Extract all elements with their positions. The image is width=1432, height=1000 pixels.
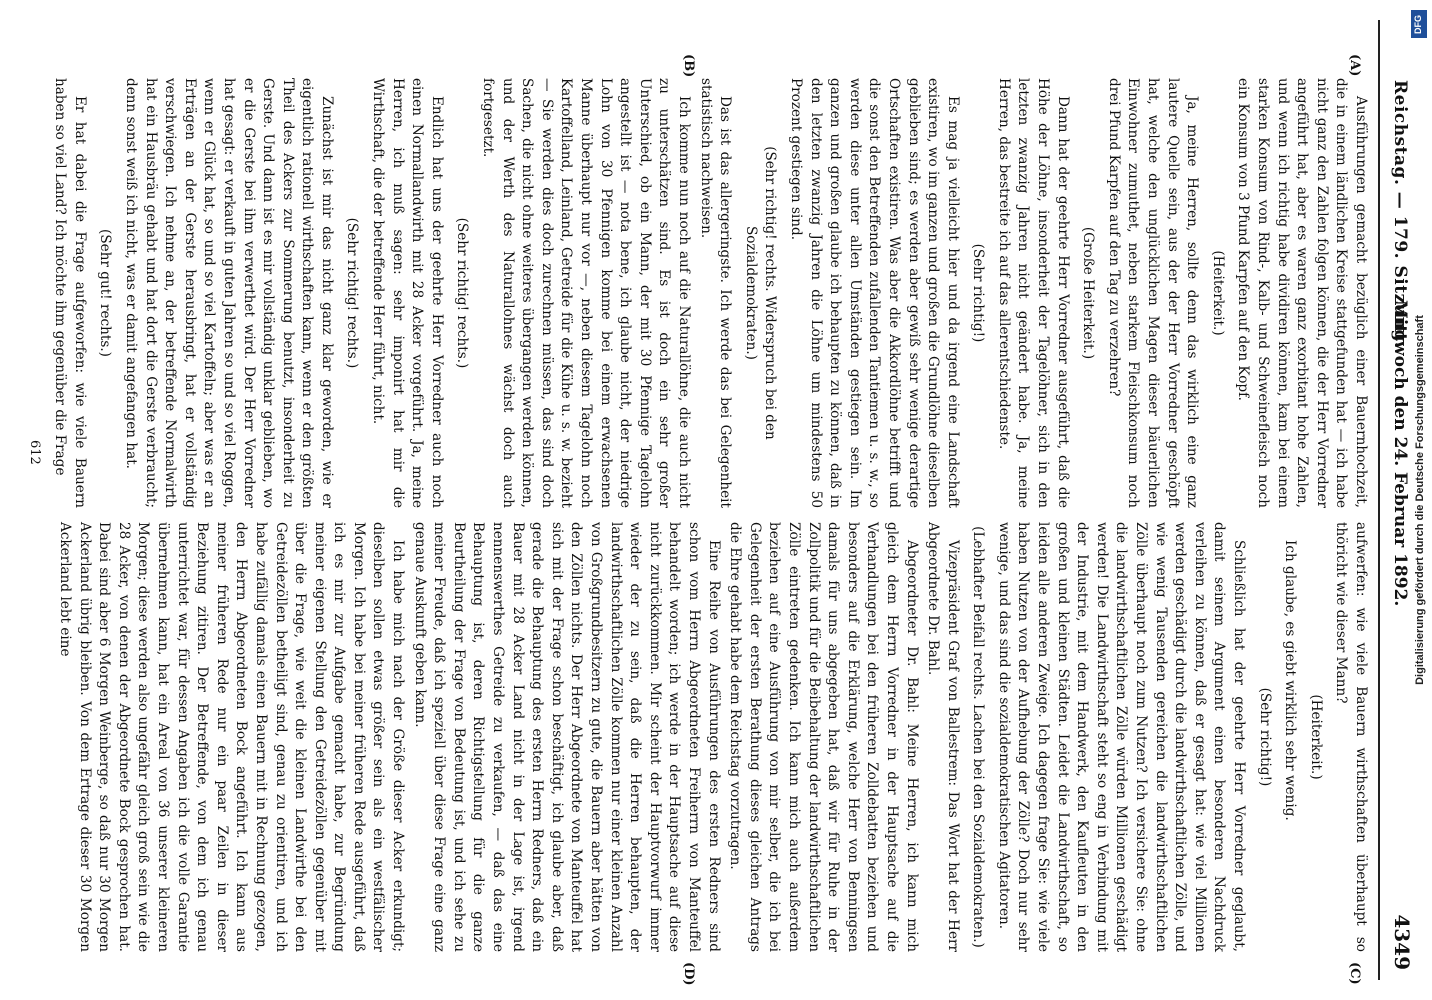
digitization-strip [1384,0,1432,1000]
left-stage-direction: (Sehr richtig! rechts.) [344,217,361,369]
page-number: 4349 [1390,914,1414,970]
right-paragraph: Schließlich hat der geehrte Herr Vorredner geglaubt, damit seinem Argument einen besonderen Nachdruck verleihen zu können, daß er gesagt hat: wie viel Millionen werden geschädigt durch die landwirthschaftlichen Zölle, und wie wenig Tausenden gereichen die landwirthschaftlichen Zölle überhaupt noch zum Nutzen? Ich versichere Sie: ohne die landwirthschaftlichen Zölle würden Millionen geschädigt werden! Die Landwirthschaft steht so eng in Verbindung mit der Industrie, mit dem Handwerk, den Kaufleuten in den großen und kleinen Städten. Leidet die Landwirthschaft, so leiden alle anderen Zweige. Ich dagegen frage Sie: wie viele haben Nutzen von der Aufhebung der Zölle? Doch nur sehr wenige, und das sind die sozialdemokratischen Agitatoren. [995,522,1248,952]
left-paragraph: Ausführungen gemacht bezüglich einer Bauernhochzeit, die in einem ländlichen Kreise stattgefunden hat — ich habe nicht ganz den Zahlen folgen können, die der Herr Vorredner angeführt hat, aber es waren ganz exorbitant hohe Zahlen, und wenn ich richtig habe dividiren können, kam bei einem starken Konsum von Rind-, Kalb- und Schweinefleisch noch ein Konsum von 3 Pfund Karpfen auf den Kopf. [1235,78,1369,508]
left-paragraph: Zunächst ist mir das nicht ganz klar geworden, wie er eigentlich rationell wirthschaften kann, wenn er den größten Theil des Ackers zur Sommerung benutzt, insonderheit zu Gerste. Und dann ist es mir vollständig unklar geblieben, wo er die Gerste bei ihm verwerthet wird. Der Herr Vorredner hat gesagt: er verkauft in guten Jahren so und so viel Roggen, wenn er Glück hat, so und so viel Kartoffeln; aber was er an Erträgen an der Gerste herausbringt, hat er vollständig verschwiegen. Ich nehme an, der betreffende Normalwirth hat ein Hausbräu gehabt und hat dort die Gerste verbraucht; denn sonst weiß ich nicht, was er damit angefangen hat. [122,78,335,508]
right-paragraph: Eine Reihe von Ausführungen des ersten Redners sind schon vom Herrn Abgeordneten Freiherrn von Manteuffel behandelt worden; ich werde in der Hauptsache auf diese nicht zurückkommen. Mir scheint der Hauptvorwurf immer wieder der zu sein, daß die Herren behaupten, der landwirthschaftlichen Zölle kommen nur einer kleinen Anzahl von Großgrundbesitzern zu gute, die Bauern aber hätten von den Zöllen nichts. Der Herr Abgeordnete von Manteuffel hat sich mit der Frage schon beschäftigt, ich glaube aber, daß gerade die Behauptung des ersten Herrn Redners, daß ein Bauer mit 28 Acker Land nicht in der Lage ist, irgend nennenswerthes Getreide zu verkaufen, — daß das eine Behauptung ist, deren Richtigstellung für die ganze Beurtheilung der Frage von Bedeutung ist, und ich sehe zu meiner Freude, daß ich speziell über diese Frage eine ganz genaue Auskunft geben kann. [411,522,722,952]
left-stage-direction: (Sehr gut! rechts.) [97,229,114,357]
left-stage-direction: (Große Heiterkeit.) [1080,226,1097,360]
right-paragraph: Abgeordneter Dr. Bahl: Meine Herren, ich kann mich gleich dem Herrn Vorredner in der Hauptsache auf die Verhandlungen bei den früheren Zolldebatten beziehen und besonders auf die Erklärung, welche Herr von Benningsen damals für uns abgegeben hat, daß wir für Ruhe in der Zollpolitik und für die Beibehaltung der landwirthschaftlichen Zölle eintreten gedenken. Ich kann mich auch außerdem beziehen auf eine Ausführung von mir selber, die ich bei Gelegenheit der ersten Berathung dieses gleichen Antrags die Ehre gehabt habe dem Reichstag vorzutragen. [727,522,920,952]
left-paragraph: Er hat dabei die Frage aufgeworfen: wie viele Bauern haben so viel Land? Ich möchte ihm gegenüber die Frage [52,78,88,508]
right-stage-direction: (Sehr richtig!) [1256,687,1273,787]
left-text-column [52,78,1370,508]
header-session: Reichstag. — 179. Sitzung. [1390,80,1410,349]
left-paragraph: Dann hat der geehrte Herr Vorredner ausgeführt, daß die Höhe der Löhne, insonderheit der Tagelöhner, sich in den letzten zwanzig Jahren nicht geändert habe. Ja, meine Herren, das bestreite ich auf das allerentschiedenste. [995,78,1071,508]
left-paragraph: Es mag ja vielleicht hier und da irgend eine Landschaft existiren, wo im ganzen und großen die Grundlöhne dieselben geblieben sind; es werden aber gewiß sehr wenige derartige Ortschaften existiren. Was aber die Akkordlöhne betrifft und die sonst den Betreffenden zufallenden Tantiemen u. s. w., so werden diese unter allen Umständen gestiegen sein. Im ganzen und großen glaube ich behaupten zu können, daß in den letzten zwanzig Jahren die Löhne um mindestens 50 Prozent gestiegen sind. [787,78,961,508]
digitization-note: Digitalisierung gefördert durch die Deutsche Forschungsgemeinschaft [1414,315,1426,685]
right-paragraph: Ich habe mich nach der Größe dieser Acker erkundigt; dieselben sollen etwas größer sein als ein westfälischer Morgen. Ich habe bei meiner früheren Rede ausgeführt, daß ich es mir zur Aufgabe gemacht habe, zur Begründung meiner eigenen Stellung den Getreidezöllen gegenüber mit über die Frage, wie weit die kleinen Landwirthe bei den Getreidezöllen betheiligt sind, genau zu orientiren, und ich habe zufällig damals einen Bauern mit in Rechnung gezogen, den Herrn Abgeordneten Bock angeführt. Ich kann aus meiner früheren Rede nur ein paar Zeilen in dieser Beziehung zitiren. Der Betreffende, von dem ich genau unterrichtet war, für dessen Angaben ich die volle Garantie übernehmen kann, hat ein Areal von 36 unserer kleineren Morgen; diese werden also ungefähr gleich groß sein wie die 28 Acker, von denen der Abgeordnete Bock gesprochen hat. Dabei sind aber 6 Morgen Weinberge, so daß nur 30 Morgen Ackerland übrig bleiben. Von dem Ertrage dieser 30 Morgen Ackerland lebt eine [57,522,407,952]
left-stage-direction: (Sehr richtig!) [970,243,987,343]
left-stage-direction: (Sehr richtig! rechts. Widerspruch bei den Sozialdemokraten.) [742,146,779,440]
left-stage-direction: (Sehr richtig! rechts.) [454,217,471,369]
dfg-logo: DFG [1411,10,1427,38]
left-stage-direction: (Heiterkeit.) [1209,250,1226,336]
left-paragraph: Ich komme nun noch auf die Naturallöhne, die auch nicht zu unterschätzen sind. Es ist doch ein sehr großer Unterschied, ob ein Mann, der mit 30 Pfennige Tagelohn angestellt ist — nota bene, ich glaube nicht, der niedrige Lohn von 30 Pfennigen komme bei einem erwachsenen Manne überhaupt nur vor —, neben diesem Tagelohn noch Kartoffelland, Leinland, Getreide für die Kühe u. s. w. bezieht — Sie werden dies doch zurechnen müssen, das sind doch Sachen, die nicht ohne weiteres übergangen werden können, und der Werth des Naturallohnes wächst doch auch fortgesetzt. [480,78,692,508]
margin-mark-a: (A) [1347,54,1362,77]
right-paragraph: Vizepräsident Graf von Ballestrem: Das Wort hat der Herr Abgeordnete Dr. Bahl. [925,522,961,952]
right-paragraph: Ich glaube, es giebt wirklich sehr wenig. [1282,540,1299,821]
margin-mark-c: (C) [1347,962,1362,985]
right-paragraph: aufwerfen: wie viele Bauern wirthschaften überhaupt so thöricht wie dieser Mann? [1333,522,1369,952]
header-date: Mittwoch den 24. Februar 1892. [1390,300,1410,607]
right-text-column [57,522,1370,952]
left-paragraph: Endlich hat uns der geehrte Herr Vorredner auch noch einen Normallandwirth mit 28 Acker vorgeführt. Ja, meine Herren, ich muß sagen: sehr imponirt hat mir die Wirthschaft, die der betreffende Herr führt, nicht. [370,78,445,508]
left-paragraph: Das ist das allergeringste. Ich werde das bei Gelegenheit statistisch nachweisen. [697,78,734,508]
right-stage-direction: (Heiterkeit.) [1307,694,1324,780]
margin-mark-b: (B) [681,54,696,78]
signature-mark: 612 [27,440,42,465]
margin-mark-d: (D) [681,962,696,986]
left-paragraph: Ja, meine Herren, sollte denn das wirklich eine ganz lautere Quelle sein, aus der der Herr Vorredner geschöpft hat, welche den unglücklichen Magen dieser bäuerlichen Einwohner zumuthet, neben starkem Fleischkonsum noch drei Pfund Karpfen auf den Tag zu verzehren? [1105,78,1201,508]
right-stage-direction: (Lebhafter Beifall rechts. Lachen bei den Sozialdemokraten.) [970,526,987,948]
header-rule [1378,20,1380,980]
